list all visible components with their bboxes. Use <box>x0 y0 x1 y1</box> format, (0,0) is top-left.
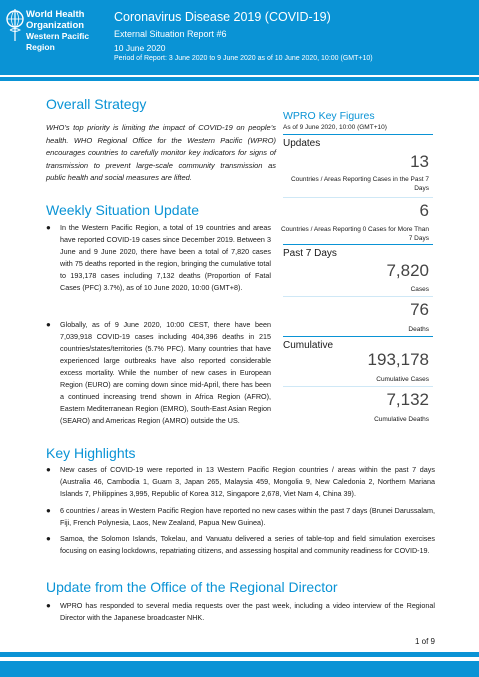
bullet-icon: ● <box>46 320 51 329</box>
updates-section-label: Updates <box>283 134 433 149</box>
cumulative-label: Cumulative <box>283 336 433 351</box>
cases-7-days-label: Cases <box>410 286 429 293</box>
deaths-7-days-label: Deaths <box>408 326 429 333</box>
footer-band <box>0 661 479 677</box>
who-logo <box>6 8 106 58</box>
cumulative-cases-label: Cumulative Cases <box>376 376 429 383</box>
highlight-bullet-1: ● New cases of COVID-19 were reported in 13 Western Pacific Region countries / areas within the past 7 days (Australia 46, Cambodia 1, Guam 3, Japan 265, Malaysia 459, Mongolia 9, New Caledonia 2, Northern Mariana Islands 7, Philippines 3,995, Republic of Korea 312, Singapore 2,678, Viet Nam 4, China 39). <box>46 465 435 498</box>
overall-strategy-text: WHO’s top priority is limiting the impact of COVID-19 on people’s health. WHO Regional Office for the Western Pacific (WPRO) encourages countries to carefully monitor key indicators for signs of transmission to prevent large-scale community transmission as public health and social measures are lifted. <box>46 123 276 182</box>
weekly-bullet-1: ● In the Western Pacific Region, a total of 19 countries and areas have reported COVID-19 cases since December 2019. Between 3 June and 9 June 2020, there have been a total of 7,820 cases with 75 deaths reported in the region, bringing the cumulative total to 193,178 cases including 7,132 deaths (Proportion of Fatal Cases (PFC) 3.7%), as of 10 June 2020, 10:00 (GMT+8). <box>46 223 271 292</box>
report-header <box>0 0 479 75</box>
org-name-line2: Organization <box>26 19 85 31</box>
bullet-icon: ● <box>46 465 51 474</box>
key-figures-as-of: As of 9 June 2020, 10:00 (GMT+10) <box>283 124 387 131</box>
cumulative-deaths-value: 7,132 <box>386 390 429 409</box>
reporting-countries-label: Countries / Areas Reporting Cases in the Past 7 Days <box>290 176 429 192</box>
footer-stripe <box>0 652 479 657</box>
weekly-update-heading: Weekly Situation Update <box>46 202 200 218</box>
key-figures-title: WPRO Key Figures <box>283 110 375 122</box>
report-period: Period of Report: 3 June 2020 to 9 June 2020 as of 10 June 2020, 10:00 (GMT+10) <box>114 55 373 62</box>
org-region: Western Pacific Region <box>26 31 90 52</box>
org-name-line1: World Health <box>26 9 85 20</box>
bullet-icon: ● <box>46 506 51 515</box>
who-emblem-icon <box>6 8 24 42</box>
divider <box>283 386 433 387</box>
regional-director-heading: Update from the Office of the Regional Director <box>46 579 338 595</box>
highlight-bullet-2: ● 6 countries / areas in Western Pacific Region have reported no new cases within the past 7 days (Brunei Darussalam, Fiji, French Polynesia, Laos, New Zealand, Papua New Guinea). <box>46 506 435 527</box>
deaths-7-days-value: 76 <box>410 300 429 319</box>
report-date: 10 June 2020 <box>114 43 166 53</box>
zero-case-countries-label: Countries / Areas Reporting 0 Cases for More Than 7 Days <box>280 226 429 242</box>
bullet-icon: ● <box>46 534 51 543</box>
highlight-bullet-3: ● Samoa, the Solomon Islands, Tokelau, and Vanuatu delivered a series of table-top and field simulation exercises focusing on easing lockdowns, repatriating citizens, and assessing hospital and community readiness for COVID-19. <box>46 534 435 555</box>
bullet-icon: ● <box>46 223 51 232</box>
overall-strategy-heading: Overall Strategy <box>46 96 147 112</box>
past-7-days-label: Past 7 Days <box>283 244 433 259</box>
divider <box>283 197 433 198</box>
cases-7-days-value: 7,820 <box>386 261 429 280</box>
cumulative-deaths-label: Cumulative Deaths <box>374 416 429 423</box>
key-highlights-heading: Key Highlights <box>46 445 136 461</box>
director-bullet: ● WPRO has responded to several media requests over the past week, including a video interview of the Regional Director with the Japanese broadcaster NHK. <box>46 601 435 622</box>
zero-case-countries-value: 6 <box>419 201 429 220</box>
weekly-bullet-2: ● Globally, as of 9 June 2020, 10:00 CEST, there have been 7,039,918 COVID-19 cases including 404,396 deaths in 215 countries/states/territories (5.7% PFC). Many countries that have experienced large outbreaks have also reported considerable excess mortality. While the number of new cases in European Region (EURO) are coming down since mid-April, there has been a continued increasing trend shown in Africa Region (AFRO), Eastern Mediterranean Region (EMRO), South-East Asian Region (SEARO) and Americas Region (AMRO) outside the US. <box>46 320 271 425</box>
bullet-icon: ● <box>46 601 51 610</box>
report-subtitle: External Situation Report #6 <box>114 29 227 39</box>
header-stripe <box>0 77 479 81</box>
report-title: Coronavirus Disease 2019 (COVID-19) <box>114 10 331 24</box>
reporting-countries-value: 13 <box>410 152 429 171</box>
cumulative-cases-value: 193,178 <box>367 350 429 369</box>
page-number: 1 of 9 <box>414 637 435 646</box>
divider <box>283 296 433 297</box>
